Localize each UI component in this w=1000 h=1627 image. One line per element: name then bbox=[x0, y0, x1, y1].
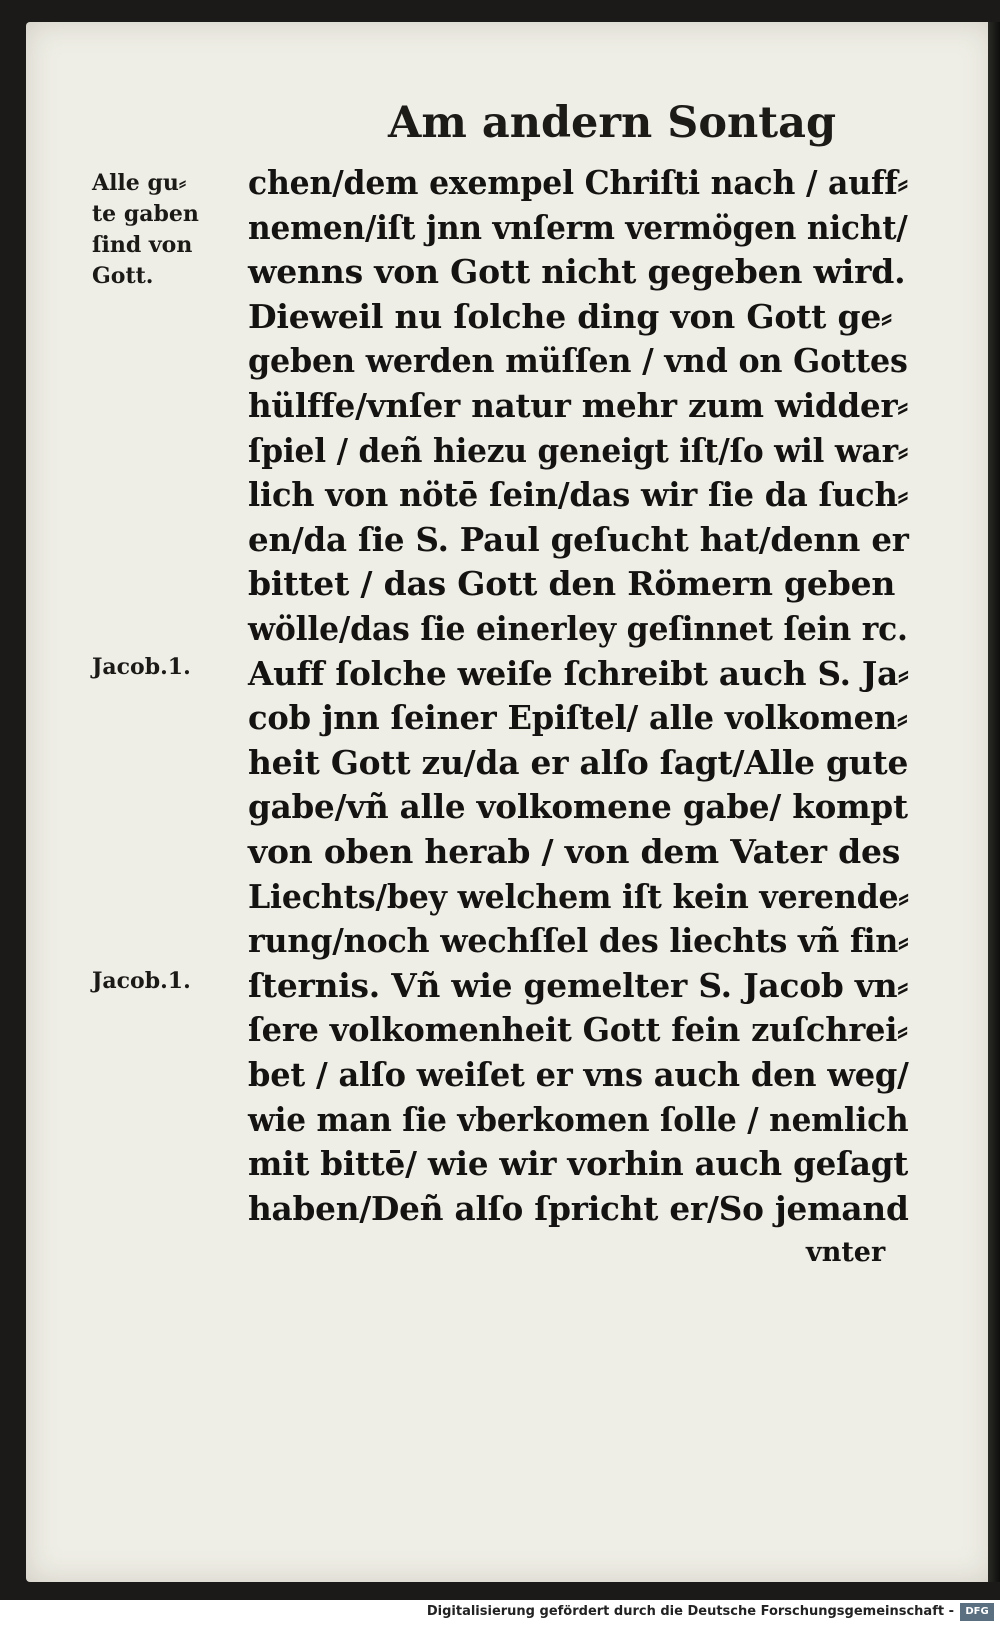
catchword: vnter bbox=[806, 1237, 886, 1268]
text-line: lich von nötē ſein/das wir ſie da ſuch⸗ bbox=[248, 475, 909, 515]
margin-note bbox=[92, 652, 232, 683]
text-line: heit Gott zu/da er alſo ſagt/Alle gute bbox=[248, 742, 909, 782]
dfg-logo: DFG bbox=[960, 1603, 994, 1621]
digitization-footer bbox=[0, 1600, 1000, 1627]
text-line: wenns von Gott nicht gegeben wird. bbox=[248, 252, 906, 292]
text-line: ſpiel / deñ hiezu geneigt iſt/ſo wil war⸗ bbox=[248, 430, 909, 470]
text-line: haben/Deñ alſo ſpricht er/So jemand bbox=[248, 1188, 909, 1228]
text-line: gabe/vñ alle volkomene gabe/ kompt bbox=[248, 787, 908, 827]
text-line: mit bittē/ wie wir vorhin auch geſagt bbox=[248, 1144, 909, 1184]
text-line: geben werden müſſen / vnd on Gottes bbox=[248, 341, 908, 381]
margin-note-line: Jacob.1. bbox=[92, 654, 191, 680]
text-line: wie man ſie vberkomen ſolle / nemlich bbox=[248, 1099, 909, 1139]
text-line: chen/dem exempel Chriſti nach / auff⸗ bbox=[248, 163, 908, 202]
running-header: Am andern Sontag bbox=[388, 98, 837, 148]
margin-note bbox=[92, 168, 232, 292]
text-line: Liechts/bey welchem iſt kein verende⸗ bbox=[248, 876, 909, 916]
text-line: Auff ſolche weiſe ſchreibt auch S. Ja⸗ bbox=[248, 653, 909, 693]
text-line: cob jnn ſeiner Epiſtel/ alle volkomen⸗ bbox=[248, 698, 908, 738]
text-line: nemen/iſt jnn vnſerm vermögen nicht/ bbox=[248, 207, 908, 247]
margin-note-line: Alle gu⸗ bbox=[92, 170, 187, 196]
text-line: von oben herab / von dem Vater des bbox=[248, 832, 901, 871]
text-line: bittet / das Gott den Römern geben bbox=[248, 564, 896, 604]
text-line: Dieweil nu ſolche ding von Gott ge⸗ bbox=[248, 296, 892, 336]
margin-note-line: Jacob.1. bbox=[92, 968, 191, 994]
margin-note bbox=[92, 966, 232, 997]
text-line: en/da ſie S. Paul geſucht hat/denn er bbox=[248, 519, 909, 559]
margin-note-line: ſind von bbox=[92, 232, 193, 258]
text-line: rung/noch wechſſel des liechts vñ fin⸗ bbox=[248, 921, 909, 961]
text-line: hülffe/vnſer natur mehr zum widder⸗ bbox=[248, 386, 909, 425]
text-line: wölle/das ſie einerley geſinnet ſein rc. bbox=[248, 609, 908, 648]
text-line: ſternis. Vñ wie gemelter S. Jacob vn⸗ bbox=[248, 965, 909, 1005]
page-gutter bbox=[988, 22, 1000, 1582]
margin-note-line: Gott. bbox=[92, 263, 154, 289]
text-line: ſere volkomenheit Gott fein zuſchrei⸗ bbox=[248, 1010, 908, 1050]
margin-note-line: te gaben bbox=[92, 201, 199, 227]
text-line: bet / alſo weiſet er vns auch den weg/ bbox=[248, 1055, 909, 1094]
footer-credit: Digitalisierung gefördert durch die Deutsche Forschungsgemeinschaft - bbox=[426, 1604, 954, 1619]
